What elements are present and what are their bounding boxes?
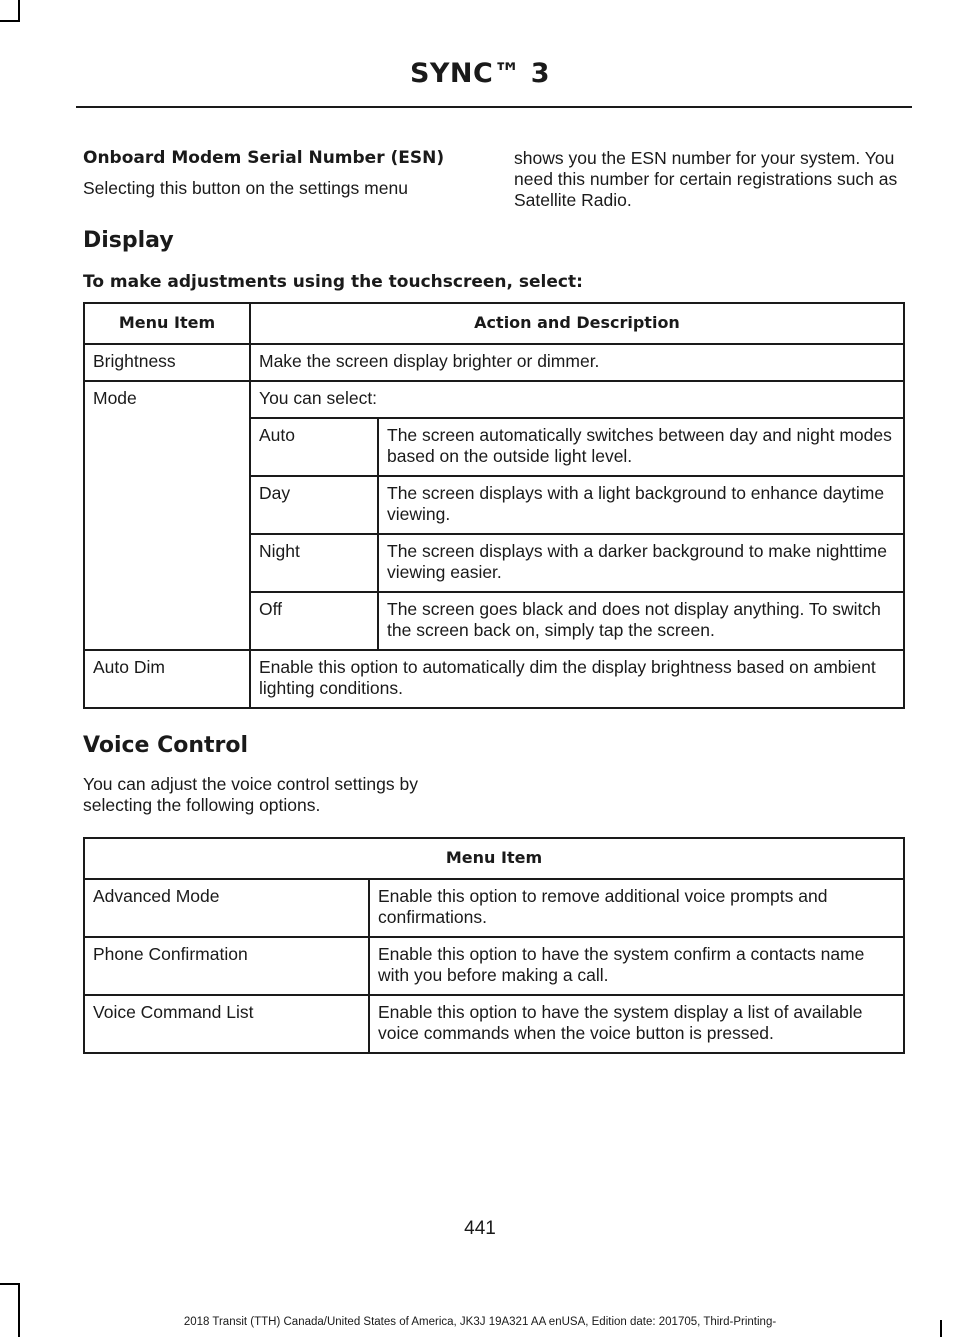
voice-menu-item: Advanced Mode bbox=[84, 879, 369, 937]
esn-right-column bbox=[514, 148, 909, 211]
crop-mark-top-left bbox=[18, 0, 20, 22]
menu-item-auto-dim: Auto Dim bbox=[84, 650, 250, 708]
display-table-header-row bbox=[84, 303, 904, 344]
mode-option-name: Auto bbox=[251, 418, 378, 476]
esn-left-column bbox=[83, 148, 483, 199]
crop-mark-bottom-left bbox=[18, 1283, 20, 1337]
table-row bbox=[84, 879, 904, 937]
mode-intro-row bbox=[251, 382, 903, 418]
voice-text: You can adjust the voice control settings by selecting the following options. bbox=[83, 774, 418, 815]
mode-option-name: Night bbox=[251, 534, 378, 592]
crop-mark-top-left-h bbox=[0, 20, 20, 22]
col-header-action: Action and Description bbox=[250, 303, 904, 344]
menu-item-brightness: Brightness bbox=[84, 344, 250, 381]
table-row bbox=[84, 937, 904, 995]
desc-brightness: Make the screen display brighter or dimmer. bbox=[250, 344, 904, 381]
mode-option-name: Off bbox=[251, 592, 378, 649]
page-header-title: SYNC™ 3 bbox=[409, 58, 551, 89]
table-row-brightness bbox=[84, 344, 904, 381]
mode-option-desc: The screen goes black and does not display anything. To switch the screen back on, simply tap the screen. bbox=[387, 599, 881, 640]
voice-table-header-row bbox=[84, 838, 904, 879]
menu-item-mode: Mode bbox=[84, 381, 250, 650]
voice-menu-item: Voice Command List bbox=[84, 995, 369, 1053]
table-row bbox=[84, 995, 904, 1053]
mode-option-row bbox=[251, 418, 903, 476]
col-header-menu-item: Menu Item bbox=[84, 838, 904, 879]
table-row-mode bbox=[84, 381, 904, 650]
page-number: 441 bbox=[464, 1218, 496, 1239]
esn-heading: Onboard Modem Serial Number (ESN) bbox=[83, 148, 445, 168]
mode-option-desc: The screen displays with a darker background to make nighttime viewing easier. bbox=[378, 534, 903, 592]
esn-text-right: shows you the ESN number for your system. You need this number for certain registrations such as Satellite Radio. bbox=[514, 148, 898, 210]
desc-mode: You can select: bbox=[251, 382, 903, 418]
voice-menu-desc: Enable this option to have the system confirm a contacts name with you before making a call. bbox=[369, 937, 904, 995]
display-table bbox=[83, 302, 905, 709]
desc-auto-dim: Enable this option to automatically dim the display brightness based on ambient lighting conditions. bbox=[250, 650, 904, 708]
esn-text-left: Selecting this button on the settings menu bbox=[83, 178, 408, 198]
voice-heading: Voice Control bbox=[83, 733, 249, 758]
mode-option-row bbox=[251, 476, 903, 534]
mode-option-name: Day bbox=[251, 476, 378, 534]
table-row-auto-dim bbox=[84, 650, 904, 708]
footer-edition: 2018 Transit (TTH) Canada/United States of America, JK3J 19A321 AA enUSA, Edition date: 201705, Third-Printing- bbox=[183, 1316, 777, 1328]
mode-option-desc: The screen automatically switches between day and night modes based on the outside light level. bbox=[378, 418, 903, 476]
header-rule bbox=[76, 106, 912, 108]
mode-option-row bbox=[251, 592, 903, 649]
voice-menu-item: Phone Confirmation bbox=[84, 937, 369, 995]
voice-menu-desc: Enable this option to remove additional voice prompts and confirmations. bbox=[369, 879, 904, 937]
col-header-menu-item: Menu Item bbox=[84, 303, 250, 344]
display-lead: To make adjustments using the touchscreen, select: bbox=[83, 272, 583, 292]
mode-options-table bbox=[251, 382, 903, 649]
mode-option-desc: The screen displays with a light background to enhance daytime viewing. bbox=[378, 476, 903, 534]
mode-options-cell bbox=[250, 381, 904, 650]
mode-option-row bbox=[251, 534, 903, 592]
voice-table bbox=[83, 837, 905, 1054]
crop-mark-bottom-left-h bbox=[0, 1283, 20, 1285]
voice-menu-desc: Enable this option to have the system display a list of available voice commands when the voice button is pressed. bbox=[369, 995, 904, 1053]
display-heading: Display bbox=[83, 228, 174, 253]
